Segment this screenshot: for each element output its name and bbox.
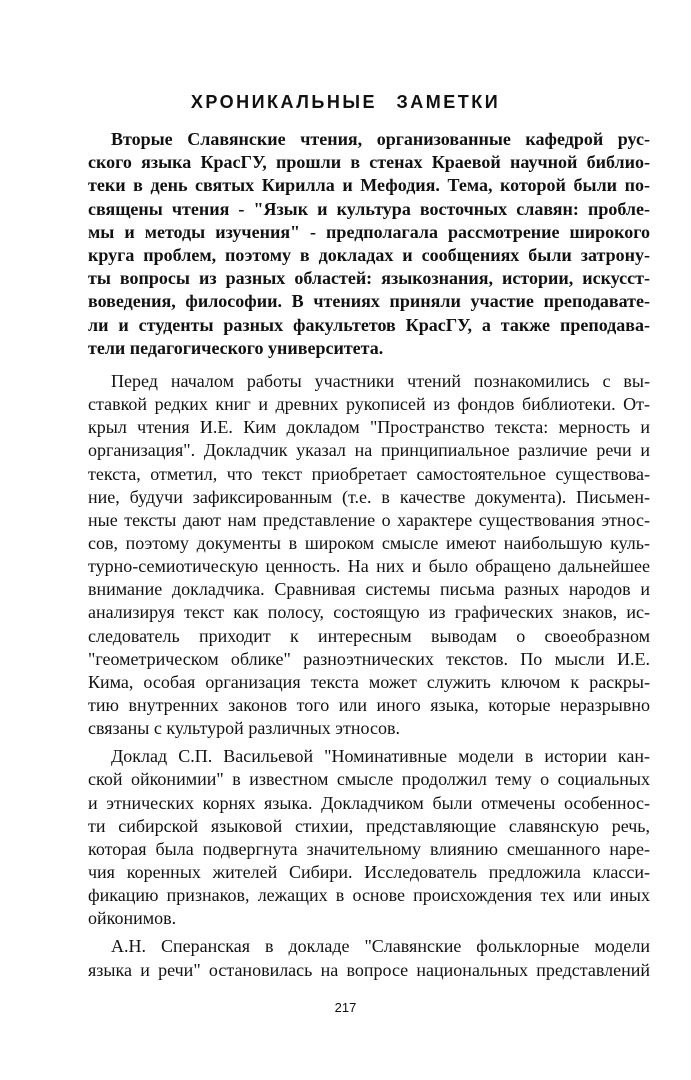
text-line: организация". Докладчик указал на принципиальное различие речи и xyxy=(88,440,650,461)
abstract-line: воведения, философии. В чтениях приняли участие преподавате- xyxy=(88,291,650,312)
abstract-line: тели педагогического университета. xyxy=(88,337,384,358)
paragraph xyxy=(88,745,650,930)
text-line: ные тексты дают нам представление о характере существования этнос- xyxy=(88,509,650,530)
text-line: внимание докладчика. Сравнивая системы письма разных народов и xyxy=(88,579,650,600)
abstract-line: теки в день святых Кирилла и Мефодия. Тема, которой были по- xyxy=(88,175,650,196)
text-line: связаны с культурой различных этносов. xyxy=(88,718,400,739)
abstract-line: ты вопросы из разных областей: языкознания, истории, искусст- xyxy=(88,268,650,289)
text-line: "геометрическом облике" разноэтнических текстов. По мысли И.Е. xyxy=(88,648,650,669)
abstract-line: ского языка КрасГУ, прошли в стенах Краевой научной библио- xyxy=(88,152,650,173)
body-text xyxy=(88,370,650,982)
abstract-line: ли и студенты разных факультетов КрасГУ, а также преподава- xyxy=(88,314,650,335)
text-line: А.Н. Сперанская в докладе "Славянские фольклорные модели xyxy=(111,936,650,957)
text-line: Кима, особая организация текста может служить ключом к раскры- xyxy=(88,671,650,692)
text-line: чия коренных жителей Сибири. Исследователь предложила класси- xyxy=(88,861,650,882)
paragraph xyxy=(88,935,650,981)
text-line: анализируя текст как полосу, состоящую из графических знаков, ис- xyxy=(88,602,650,623)
text-line: ставкой редких книг и древних рукописей из фондов библиотеки. От- xyxy=(88,394,650,415)
page-number: 217 xyxy=(334,1000,357,1015)
text-line: Доклад С.П. Васильевой "Номинативные модели в истории кан- xyxy=(111,746,650,767)
text-line: фикацию признаков, лежащих в основе происхождения тех или иных xyxy=(88,885,650,906)
text-line: ти сибирской языковой стихии, представляющие славянскую речь, xyxy=(88,815,650,836)
section-title: ХРОНИКАЛЬНЫЕ ЗАМЕТКИ xyxy=(190,92,501,112)
abstract-line: священы чтения - "Язык и культура восточных славян: пробле- xyxy=(88,198,650,219)
text-line: ской ойконимии" в известном смысле продолжил тему о социальных xyxy=(88,769,650,790)
abstract-line: мы и методы изучения" - предполагала рассмотрение широкого xyxy=(88,221,650,242)
text-line: Перед началом работы участники чтений познакомились с вы- xyxy=(111,371,650,391)
text-line: тию внутренних законов того или иного языка, которые неразрывно xyxy=(88,694,650,715)
text-line: текста, отметил, что текст приобретает самостоятельное существова- xyxy=(88,463,650,484)
text-line: и этнических корнях языка. Докладчиком были отмечены особеннос- xyxy=(88,792,650,813)
text-line: языка и речи" остановилась на вопросе национальных представлений xyxy=(88,959,650,980)
abstract-line: круга проблем, поэтому в докладах и сообщениях были затрону- xyxy=(88,244,650,265)
abstract xyxy=(88,128,650,360)
text-line: сов, поэтому документы в широком смысле имеют наибольшую куль- xyxy=(88,532,650,553)
abstract-line: Вторые Славянские чтения, организованные кафедрой рус- xyxy=(111,129,650,149)
text-line: турно-семиотическую ценность. На них и было обращено дальнейшее xyxy=(88,556,650,577)
text-line: которая была подвергнута значительному влиянию смешанного наре- xyxy=(88,838,650,859)
text-line: следователь приходит к интересным выводам о своеобразном xyxy=(88,625,650,646)
text-line: крыл чтения И.Е. Ким докладом "Пространство текста: мерность и xyxy=(88,417,650,438)
paragraph xyxy=(88,370,650,740)
text-line: ойконимов. xyxy=(88,908,177,929)
text-line: ние, будучи зафиксированным (т.е. в качестве документа). Письмен- xyxy=(88,486,650,507)
